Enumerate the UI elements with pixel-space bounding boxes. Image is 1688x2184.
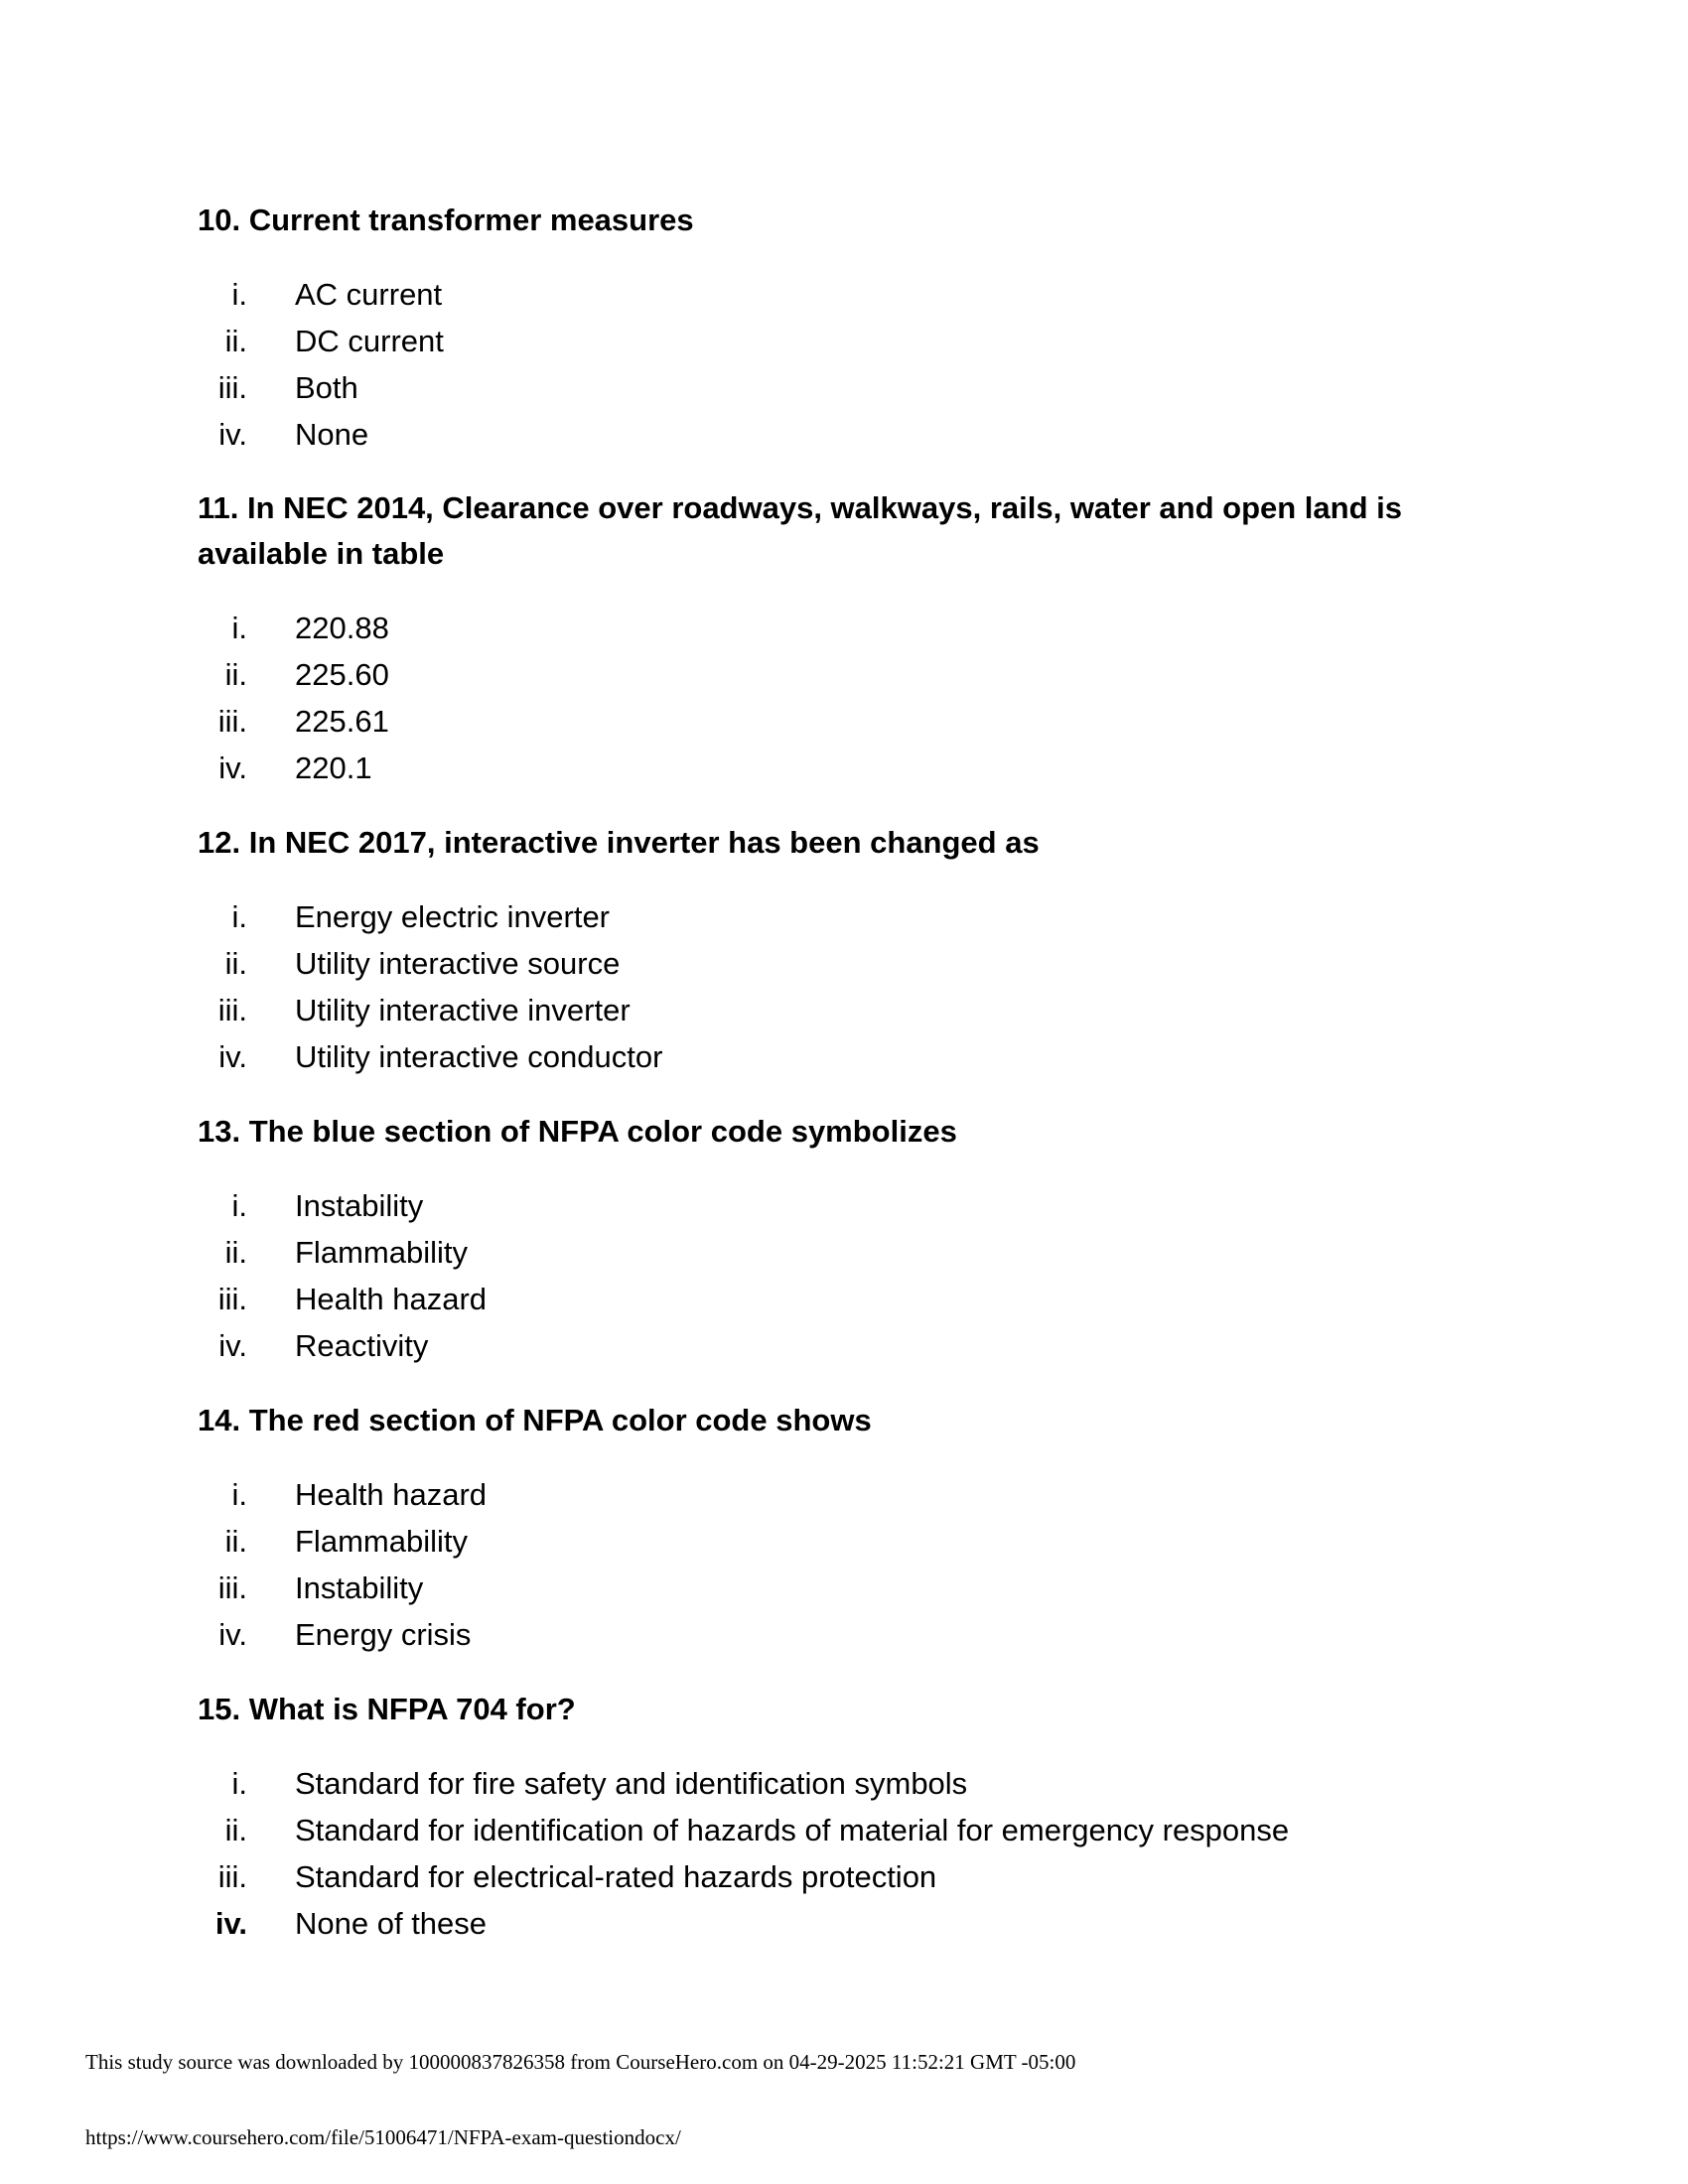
- option-list: [198, 271, 1508, 458]
- option-numeral: iii.: [217, 993, 247, 1027]
- source-url[interactable]: https://www.coursehero.com/file/51006471/NFPA-exam-questiondocx/: [85, 2125, 681, 2149]
- option-numeral: ii.: [224, 1235, 247, 1270]
- option: [198, 1760, 1508, 1807]
- option: [198, 698, 1508, 745]
- option-text: Reactivity: [295, 1328, 429, 1363]
- question-text: 12. In NEC 2017, interactive inverter has been changed as: [198, 825, 1040, 860]
- option-text: 225.60: [295, 657, 389, 692]
- option-numeral: i.: [231, 277, 247, 312]
- option-text: Utility interactive conductor: [295, 1039, 663, 1074]
- download-note: This study source was downloaded by 100000837826358 from CourseHero.com on 04-29-2025 11:52:21 GMT -05:00: [85, 2050, 1076, 2074]
- option-text: Instability: [295, 1188, 424, 1223]
- option-numeral: ii.: [224, 1524, 247, 1559]
- question-text: 14. The red section of NFPA color code shows: [198, 1403, 872, 1437]
- option-text: Utility interactive inverter: [295, 993, 631, 1027]
- option-numeral: iv.: [218, 417, 247, 452]
- question-text: 13. The blue section of NFPA color code symbolizes: [198, 1114, 957, 1149]
- option-text: Standard for electrical-rated hazards protection: [295, 1859, 937, 1894]
- question-text: 15. What is NFPA 704 for?: [198, 1692, 576, 1726]
- option-numeral: i.: [231, 611, 247, 645]
- option: [198, 1518, 1508, 1565]
- option-numeral: iv.: [218, 1039, 247, 1074]
- option: [198, 651, 1508, 698]
- option-numeral: ii.: [224, 324, 247, 358]
- option-text: Health hazard: [295, 1282, 488, 1316]
- option-numeral: iii.: [217, 370, 247, 405]
- option-text: Flammability: [295, 1235, 468, 1270]
- option: [198, 1276, 1508, 1322]
- option-text: None of these: [295, 1906, 488, 1941]
- question-list: [198, 197, 1508, 1975]
- option: [198, 1229, 1508, 1276]
- option-text: Flammability: [295, 1524, 468, 1559]
- option-text: Standard for identification of hazards of material for emergency response: [295, 1813, 1290, 1847]
- question-text: 11. In NEC 2014, Clearance over roadways, walkways, rails, water and open land is available in table: [198, 490, 1402, 571]
- option-list: [198, 605, 1508, 791]
- option-text: Health hazard: [295, 1477, 488, 1512]
- option: [198, 1853, 1508, 1900]
- option-numeral: ii.: [224, 946, 247, 981]
- question-block: [198, 197, 1508, 458]
- option-numeral: iii.: [217, 1282, 247, 1316]
- option-numeral: iv.: [218, 1328, 247, 1363]
- option-list: [198, 1182, 1508, 1369]
- option: [198, 1807, 1508, 1853]
- option: [198, 987, 1508, 1033]
- option: [198, 1900, 1508, 1947]
- option-text: None: [295, 417, 369, 452]
- question-block: [198, 819, 1508, 1080]
- question-block: [198, 1686, 1508, 1947]
- option-text: Energy crisis: [295, 1617, 472, 1652]
- option: [198, 1182, 1508, 1229]
- option-text: Both: [295, 370, 358, 405]
- question-text: 10. Current transformer measures: [198, 203, 694, 237]
- option-numeral: ii.: [224, 657, 247, 692]
- option-numeral: iv.: [218, 1617, 247, 1652]
- option-text: Instability: [295, 1570, 424, 1605]
- option-numeral: i.: [231, 899, 247, 934]
- option-numeral: iii.: [217, 1570, 247, 1605]
- option-text: Standard for fire safety and identification symbols: [295, 1766, 968, 1801]
- question-block: [198, 1397, 1508, 1658]
- option: [198, 1471, 1508, 1518]
- option-list: [198, 1760, 1508, 1947]
- option: [198, 271, 1508, 318]
- option-list: [198, 893, 1508, 1080]
- option-text: 220.88: [295, 611, 389, 645]
- option-numeral: i.: [231, 1477, 247, 1512]
- question-block: [198, 1108, 1508, 1369]
- question-block: [198, 485, 1508, 791]
- option-numeral: iii.: [217, 704, 247, 739]
- option-numeral: iv.: [218, 751, 247, 785]
- option: [198, 318, 1508, 364]
- option-text: AC current: [295, 277, 443, 312]
- option-text: Energy electric inverter: [295, 899, 611, 934]
- option: [198, 745, 1508, 791]
- option-numeral: iii.: [217, 1859, 247, 1894]
- option-text: 220.1: [295, 751, 372, 785]
- option-numeral: i.: [231, 1766, 247, 1801]
- option: [198, 940, 1508, 987]
- option-list: [198, 1471, 1508, 1658]
- option-text: 225.61: [295, 704, 389, 739]
- option-numeral: i.: [231, 1188, 247, 1223]
- option-numeral: iv.: [214, 1906, 247, 1941]
- option: [198, 893, 1508, 940]
- option: [198, 411, 1508, 458]
- option-text: Utility interactive source: [295, 946, 621, 981]
- option: [198, 1033, 1508, 1080]
- option: [198, 1322, 1508, 1369]
- option: [198, 1565, 1508, 1611]
- option: [198, 364, 1508, 411]
- option-numeral: ii.: [224, 1813, 247, 1847]
- option: [198, 1611, 1508, 1658]
- option-text: DC current: [295, 324, 444, 358]
- option: [198, 605, 1508, 651]
